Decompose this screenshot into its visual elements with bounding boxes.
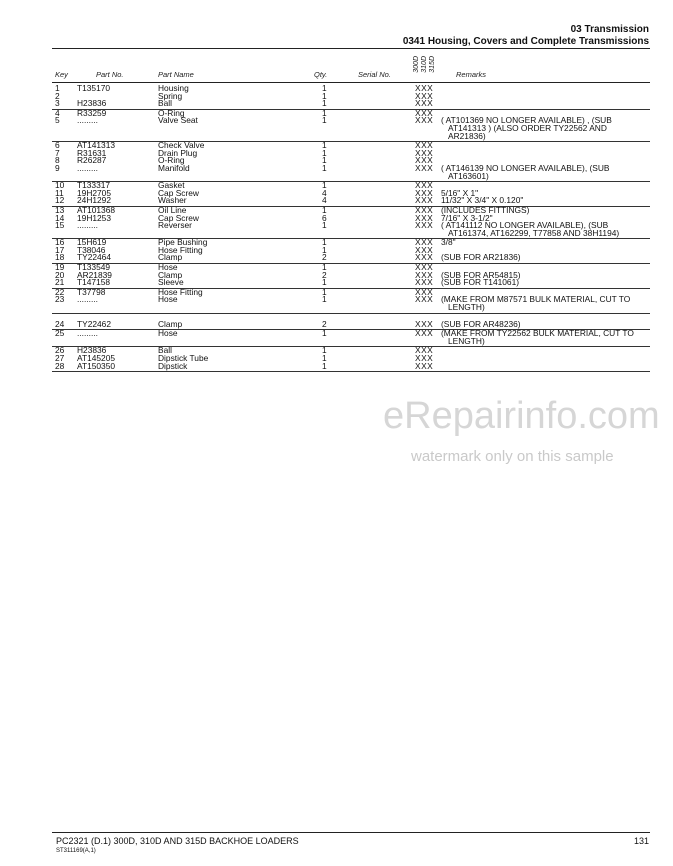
row-part-name: Ball: [158, 98, 172, 109]
row-models: XXX: [415, 269, 434, 280]
row-models: XXX: [415, 83, 434, 93]
col-qty-header: Qty.: [314, 70, 328, 79]
row-part-name: Dipstick Tube: [158, 353, 209, 363]
row-part-name: Ball: [158, 345, 172, 356]
row-models: XXX: [415, 252, 434, 263]
row-part-no: T147158: [77, 277, 111, 288]
row-qty: 1: [322, 353, 327, 363]
row-qty: 1: [322, 83, 327, 93]
row-models: XXX: [415, 98, 434, 109]
header-rule: [52, 48, 650, 49]
footer-code: ST311169(A,1): [56, 848, 96, 854]
row-part-no: 24H1292: [77, 195, 111, 206]
row-part-name: Hose: [158, 262, 178, 273]
col-remarks-header: Remarks: [456, 70, 487, 79]
row-part-no: AR21839: [77, 269, 112, 280]
row-remarks: (SUB FOR T141061): [441, 277, 520, 288]
row-models: XXX: [415, 353, 434, 363]
row-part-no: R26287: [77, 155, 107, 166]
row-models: XXX: [415, 180, 434, 191]
row-key: 12: [55, 195, 65, 206]
col-serial-header: Serial No.: [358, 70, 391, 79]
row-part-name: Clamp: [158, 269, 183, 280]
row-qty: 1: [322, 204, 327, 215]
row-part-no: AT101368: [77, 204, 116, 215]
row-part-no: .........: [77, 220, 98, 231]
row-part-no: AT141313: [77, 140, 116, 151]
row-part-name: Hose: [158, 294, 178, 305]
row-part-no: AT150350: [77, 360, 116, 371]
row-key: 14: [55, 212, 65, 223]
row-models: XXX: [415, 147, 434, 158]
row-part-name: Cap Screw: [158, 212, 199, 223]
row-qty: 1: [322, 294, 327, 305]
row-remarks: 3/8": [441, 237, 456, 248]
row-models: XXX: [415, 162, 434, 173]
row-models: XXX: [415, 204, 434, 215]
row-key: 18: [55, 252, 65, 263]
row-qty: 1: [322, 360, 327, 371]
row-qty: 1: [322, 237, 327, 248]
row-key: 19: [55, 262, 65, 273]
row-qty: 1: [322, 286, 327, 297]
row-key: 22: [55, 286, 65, 297]
row-qty: 1: [322, 328, 327, 339]
row-part-name: Hose: [158, 328, 178, 339]
row-part-no: T135170: [77, 83, 111, 93]
row-part-name: Hose Fitting: [158, 286, 203, 297]
row-key: 20: [55, 269, 65, 280]
row-qty: 1: [322, 162, 327, 173]
row-part-no: .........: [77, 328, 98, 339]
table-row: [0, 318, 673, 329]
row-models: XXX: [415, 155, 434, 166]
row-models: XXX: [415, 286, 434, 297]
row-remarks: (MAKE FROM M87571 BULK MATERIAL, CUT TO: [441, 294, 631, 305]
row-qty: 1: [322, 277, 327, 288]
col-model-300d: 300D: [413, 56, 420, 73]
table-header-rule: [52, 82, 650, 83]
row-part-name: Clamp: [158, 318, 183, 329]
row-key: 23: [55, 294, 65, 305]
row-part-name: Dipstick: [158, 360, 188, 371]
row-qty: 1: [322, 345, 327, 356]
row-models: XXX: [415, 195, 434, 206]
row-remarks: (SUB FOR AR48236): [441, 318, 521, 329]
col-part-no-header: Part No.: [96, 70, 124, 79]
row-models: XXX: [415, 115, 434, 126]
row-qty: 1: [322, 220, 327, 231]
row-part-name: Sleeve: [158, 277, 184, 288]
row-part-name: Hose Fitting: [158, 244, 203, 255]
row-part-no: TY22464: [77, 252, 111, 263]
row-remarks-line: AT161374, AT162299, T77858 AND 38H1194): [448, 227, 620, 238]
row-models: XXX: [415, 277, 434, 288]
row-key: 26: [55, 345, 65, 356]
row-remarks: (SUB FOR AR54815): [441, 269, 521, 280]
table-row: [0, 360, 673, 371]
remarks-continuation: [0, 304, 673, 312]
row-part-name: Drain Plug: [158, 147, 198, 158]
row-part-no: T38046: [77, 244, 106, 255]
col-part-name-header: Part Name: [158, 70, 194, 79]
row-part-name: Check Valve: [158, 140, 205, 151]
row-key: 16: [55, 237, 65, 248]
watermark-note: watermark only on this sample: [411, 448, 614, 465]
row-qty: 2: [322, 269, 327, 280]
row-models: XXX: [415, 262, 434, 273]
row-remarks: ( AT146139 NO LONGER AVAILABLE), (SUB: [441, 162, 610, 173]
row-models: XXX: [415, 220, 434, 231]
table-row: [0, 279, 673, 287]
row-qty: 1: [322, 107, 327, 118]
row-qty: 2: [322, 252, 327, 263]
row-remarks-line: LENGTH): [448, 335, 485, 346]
table-row: [0, 254, 673, 262]
row-key: 6: [55, 140, 60, 151]
row-part-name: O-Ring: [158, 155, 185, 166]
row-remarks: 7/16" X 3-1/2": [441, 212, 493, 223]
row-models: XXX: [415, 345, 434, 356]
row-qty: 1: [322, 262, 327, 273]
remarks-continuation: [0, 335, 673, 346]
row-models: XXX: [415, 90, 434, 101]
row-models: XXX: [415, 360, 434, 371]
row-part-name: Clamp: [158, 252, 183, 263]
row-part-no: T37798: [77, 286, 106, 297]
row-part-name: Washer: [158, 195, 187, 206]
row-separator: [52, 371, 650, 372]
row-remarks: (MAKE FROM TY22562 BULK MATERIAL, CUT TO: [441, 328, 634, 339]
row-part-no: H23836: [77, 345, 107, 356]
row-key: 24: [55, 318, 65, 329]
row-remarks: 11/32" X 3/4" X 0.120": [441, 195, 524, 206]
col-key-header: Key: [55, 70, 68, 79]
row-remarks-line: AT163601): [448, 170, 489, 181]
row-key: 17: [55, 244, 65, 255]
row-part-no: .........: [77, 162, 98, 173]
row-models: XXX: [415, 107, 434, 118]
table-row: [0, 85, 673, 93]
row-models: XXX: [415, 328, 434, 339]
row-part-no: .........: [77, 115, 98, 126]
row-qty: 2: [322, 318, 327, 329]
remarks-continuation: [0, 130, 673, 141]
row-key: 7: [55, 147, 60, 158]
row-key: 2: [55, 90, 60, 101]
row-part-name: Manifold: [158, 162, 190, 173]
row-part-name: Reverser: [158, 220, 192, 231]
row-models: XXX: [415, 212, 434, 223]
table-row: [0, 197, 673, 205]
row-key: 11: [55, 187, 64, 198]
row-part-no: R31631: [77, 147, 107, 158]
row-part-name: Gasket: [158, 180, 185, 191]
row-part-name: O-Ring: [158, 107, 185, 118]
row-qty: 6: [322, 212, 327, 223]
row-key: 5: [55, 115, 60, 126]
row-remarks-line: AR21836): [448, 130, 486, 141]
table-row: [0, 330, 673, 338]
row-remarks: (SUB FOR AR21836): [441, 252, 521, 263]
row-part-no: 19H2705: [77, 187, 111, 198]
row-remarks: (INCLUDES FITTINGS): [441, 204, 530, 215]
row-part-no: H23836: [77, 98, 107, 109]
row-part-name: Valve Seat: [158, 115, 198, 126]
row-separator: [52, 313, 650, 314]
row-qty: 1: [322, 98, 327, 109]
row-models: XXX: [415, 187, 434, 198]
row-qty: 1: [322, 140, 327, 151]
section-title: 03 Transmission: [570, 24, 649, 35]
remarks-continuation: [0, 170, 673, 181]
row-key: 15: [55, 220, 65, 231]
row-remarks: 5/16" X 1": [441, 187, 479, 198]
row-part-no: 15H619: [77, 237, 107, 248]
footer-rule: [52, 832, 650, 833]
row-key: 27: [55, 353, 65, 363]
row-part-name: Pipe Bushing: [158, 237, 208, 248]
row-qty: 1: [322, 90, 327, 101]
row-key: 8: [55, 155, 60, 166]
row-part-no: TY22462: [77, 318, 111, 329]
row-key: 28: [55, 360, 65, 371]
row-key: 13: [55, 204, 65, 215]
row-qty: 1: [322, 155, 327, 166]
page-number: 131: [633, 836, 649, 846]
group-title: 0341 Housing, Covers and Complete Transmissions: [402, 36, 649, 47]
row-qty: 1: [322, 180, 327, 191]
row-part-name: Spring: [158, 90, 183, 101]
row-qty: 4: [322, 195, 327, 206]
col-model-315d: 315D: [429, 56, 436, 73]
row-part-no: T133549: [77, 262, 111, 273]
col-model-310d: 310D: [421, 56, 428, 73]
remarks-continuation: [0, 227, 673, 238]
row-part-name: Housing: [158, 83, 189, 93]
row-qty: 1: [322, 147, 327, 158]
row-models: XXX: [415, 140, 434, 151]
row-models: XXX: [415, 318, 434, 329]
row-key: 9: [55, 162, 60, 173]
row-part-name: Oil Line: [158, 204, 187, 215]
remarks-continuation: [0, 122, 673, 133]
row-qty: 4: [322, 187, 327, 198]
row-part-name: Cap Screw: [158, 187, 199, 198]
row-part-no: 19H1253: [77, 212, 111, 223]
row-remarks-line: AT141313 ) (ALSO ORDER TY22562 AND: [448, 122, 607, 133]
row-models: XXX: [415, 237, 434, 248]
table-row: [0, 296, 673, 304]
row-models: XXX: [415, 294, 434, 305]
row-key: 4: [55, 107, 60, 118]
row-qty: 1: [322, 115, 327, 126]
row-key: 3: [55, 98, 60, 109]
row-remarks-line: LENGTH): [448, 302, 485, 313]
table-row: [0, 162, 673, 173]
row-remarks: ( AT101369 NO LONGER AVAILABLE) , (SUB: [441, 115, 612, 126]
row-key: 1: [55, 83, 60, 93]
row-key: 21: [55, 277, 65, 288]
row-remarks: ( AT141112 NO LONGER AVAILABLE), (SUB: [441, 220, 609, 231]
row-part-no: R33259: [77, 107, 107, 118]
row-part-no: T133317: [77, 180, 111, 191]
row-part-no: AT145205: [77, 353, 116, 363]
watermark-site: eRepairinfo.com: [383, 395, 660, 437]
row-key: 25: [55, 328, 65, 339]
row-key: 10: [55, 180, 65, 191]
row-part-no: .........: [77, 294, 98, 305]
table-row: [0, 100, 673, 108]
footer-doc-title: PC2321 (D.1) 300D, 310D AND 315D BACKHOE LOADERS: [56, 836, 299, 846]
parts-table: [0, 85, 673, 372]
row-models: XXX: [415, 244, 434, 255]
row-qty: 1: [322, 244, 327, 255]
